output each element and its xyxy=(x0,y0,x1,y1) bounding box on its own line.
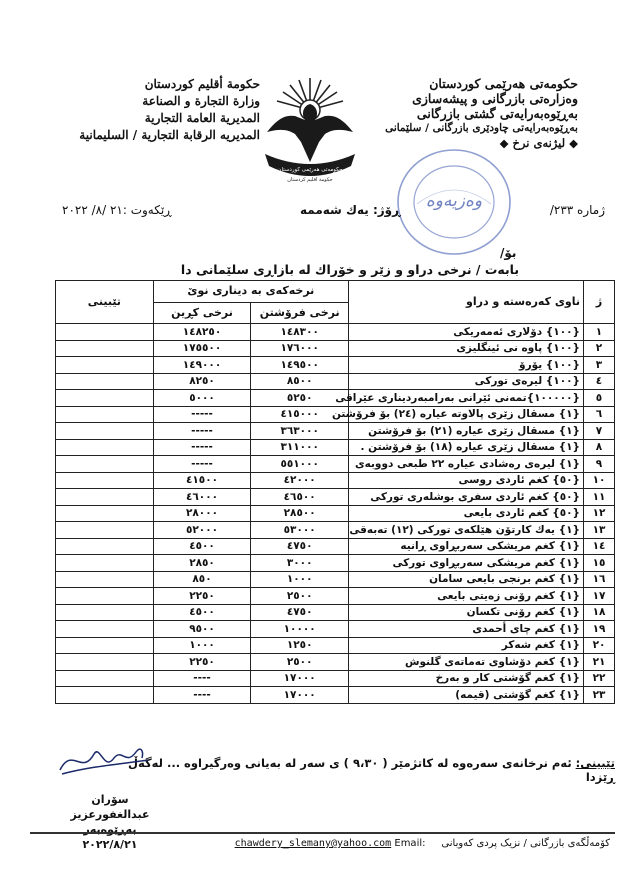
row-item-name: {١} مسقال زێری پالاوتە عیارە (٢٤) بۆ فرۆشتن xyxy=(349,406,584,423)
table-row xyxy=(56,456,615,473)
table-row xyxy=(56,571,615,588)
row-note xyxy=(56,588,154,605)
header-kurdish xyxy=(348,76,578,151)
row-buy-price: ---- xyxy=(153,670,251,687)
row-number: ١١ xyxy=(584,489,615,506)
row-sell-price: ٢٥٠٠ xyxy=(251,588,349,605)
row-note xyxy=(56,687,154,704)
row-item-name: {١} کغم مریشکی سەربڕاوی ڕانیە xyxy=(349,538,584,555)
row-item-name: {١} یەك کارتۆن هێلکەی تورکی (١٢) تەبەقی xyxy=(349,522,584,539)
table-row xyxy=(56,637,615,654)
signatory-name: سۆران عبدالغفورعزیز xyxy=(70,793,150,821)
header-line: بەڕێوەبەرایەتی گشتی بازرگانی xyxy=(416,106,578,121)
row-buy-price: ---- xyxy=(153,687,251,704)
row-sell-price: ٢٥٠٠ xyxy=(251,654,349,671)
row-number: ١٦ xyxy=(584,571,615,588)
row-item-name: {١} کغم شەکر xyxy=(349,637,584,654)
row-note xyxy=(56,571,154,588)
row-buy-price: ٨٥٠ xyxy=(153,571,251,588)
row-item-name: {١} کغم مریشکی سەربڕاوی تورکی xyxy=(349,555,584,572)
row-item-name: {١٠٠} پاوە نی ئینگلیزی xyxy=(349,340,584,357)
row-sell-price: ٤٦٥٠٠ xyxy=(251,489,349,506)
row-sell-price: ١٤٩٥٠٠ xyxy=(251,357,349,374)
row-item-name: {١} کغم برنجی بایعی سامان xyxy=(349,571,584,588)
recipient-label: بۆ/ xyxy=(500,246,517,260)
row-item-name: {١} کغم دۆشاوی تەماتەی گلنوش xyxy=(349,654,584,671)
footer-email-link[interactable]: chawdery_slemany@yahoo.com xyxy=(234,838,392,849)
row-note xyxy=(56,637,154,654)
row-number: ٥ xyxy=(584,390,615,407)
row-buy-price: ٤٥٠٠ xyxy=(153,604,251,621)
row-sell-price: ١٧٠٠٠ xyxy=(251,670,349,687)
row-sell-price: ٤٢٠٠٠ xyxy=(251,472,349,489)
row-note xyxy=(56,340,154,357)
row-item-name: {٥٠} کغم ئاردی روسی xyxy=(349,472,584,489)
row-number: ٢ xyxy=(584,340,615,357)
row-item-name: {١} کغم گۆشتی (قیمە) xyxy=(349,687,584,704)
row-sell-price: ١٠٠٠ xyxy=(251,571,349,588)
document-subject: بابەت / نرخی دراو و زێر و خۆراك لە بازاڕی سلێمانی دا xyxy=(180,262,520,277)
row-sell-price: ٢٨٥٠٠ xyxy=(251,505,349,522)
row-buy-price: ----- xyxy=(153,456,251,473)
row-sell-price: ١٧٦٠٠٠ xyxy=(251,340,349,357)
row-number: ٢٣ xyxy=(584,687,615,704)
row-sell-price: ٣١١٠٠٠ xyxy=(251,439,349,456)
svg-text:حكومة اقليم كردستان: حكومة اقليم كردستان xyxy=(287,177,333,183)
signature-date: ٢٠٢٢/٨/٢١ xyxy=(82,838,138,851)
row-buy-price: ١٠٠٠ xyxy=(153,637,251,654)
row-note xyxy=(56,522,154,539)
kurdistan-emblem-logo xyxy=(255,70,365,185)
row-buy-price: ٢٨٥٠ xyxy=(153,555,251,572)
footnote-text: ئەم نرخانەی سەرەوە لە کاتژمێر ( ٩،٣٠ ) ی سەر لە بەیانی وەرگیراوە ... لەگەڵ ڕێزدا xyxy=(128,756,615,784)
row-note xyxy=(56,456,154,473)
table-header-row xyxy=(56,281,615,303)
table-row xyxy=(56,588,615,605)
row-item-name: {١٠٠} یۆرۆ xyxy=(349,357,584,374)
row-note xyxy=(56,654,154,671)
row-item-name: {١} کغم رۆنی زەیتی بایعی xyxy=(349,588,584,605)
price-table xyxy=(55,280,615,704)
row-item-name: {١} لیرەی رەشادی عیارە ٢٢ طبعی دووبەی xyxy=(349,456,584,473)
row-number: ٩ xyxy=(584,456,615,473)
row-item-name: {١٠٠٠٠٠}تمەنی ئێرانی بەرامبەردیناری عێراقی xyxy=(349,390,584,407)
official-stamp xyxy=(395,146,513,258)
row-sell-price: ١٤٨٣٠٠ xyxy=(251,324,349,341)
row-buy-price: ١٤٩٠٠٠ xyxy=(153,357,251,374)
table-row xyxy=(56,406,615,423)
table-row xyxy=(56,489,615,506)
document-number: ژمارە ٢٣٣/ xyxy=(549,203,605,217)
row-number: ٨ xyxy=(584,439,615,456)
table-row xyxy=(56,340,615,357)
row-item-name: {١} کغم گۆشتی کار و بەرخ xyxy=(349,670,584,687)
svg-text:وەزیەوە: وەزیەوە xyxy=(425,191,483,211)
header-line: بەڕێوەبەرایەتی چاودێری بازرگانی / سلێمانی xyxy=(385,122,578,134)
row-note xyxy=(56,670,154,687)
col-header-sell: نرخی فرۆشتن xyxy=(251,302,349,324)
footnote-label: تێبینی: xyxy=(575,756,615,770)
row-note xyxy=(56,489,154,506)
row-note xyxy=(56,423,154,440)
row-sell-price: ٨٥٠٠ xyxy=(251,373,349,390)
row-note xyxy=(56,555,154,572)
row-buy-price: ٤٥٠٠ xyxy=(153,538,251,555)
footer-divider xyxy=(30,832,615,834)
row-item-name: {١} مسقال زێری عیارە (١٨) بۆ فرۆشتن . xyxy=(349,439,584,456)
row-note xyxy=(56,324,154,341)
row-number: ١٣ xyxy=(584,522,615,539)
row-sell-price: ١٠٠٠٠ xyxy=(251,621,349,638)
table-row xyxy=(56,522,615,539)
row-item-name: {١٠٠} لیرەی تورکی xyxy=(349,373,584,390)
row-number: ٢٢ xyxy=(584,670,615,687)
table-row xyxy=(56,423,615,440)
row-buy-price: ٩٥٠٠ xyxy=(153,621,251,638)
row-sell-price: ١٢٥٠ xyxy=(251,637,349,654)
row-number: ١٤ xyxy=(584,538,615,555)
header-line: حکومەتی هەرێمی کوردستان xyxy=(429,76,578,91)
row-number: ٤ xyxy=(584,373,615,390)
table-row xyxy=(56,604,615,621)
row-buy-price: ٥٢٠٠٠ xyxy=(153,522,251,539)
document-day: ڕۆژ: یەك شەممە xyxy=(300,203,401,217)
footer xyxy=(40,838,610,849)
bullet-icon: ◆ xyxy=(499,136,513,150)
row-number: ١ xyxy=(584,324,615,341)
row-buy-price: ٢٢٥٠ xyxy=(153,588,251,605)
table-row xyxy=(56,687,615,704)
footnote xyxy=(110,756,615,784)
row-number: ١٥ xyxy=(584,555,615,572)
row-item-name: {١} مسقال زێری عیارە (٢١) بۆ فرۆشتن xyxy=(349,423,584,440)
row-sell-price: ١٧٠٠٠ xyxy=(251,687,349,704)
row-note xyxy=(56,373,154,390)
row-item-name: {١٠٠} دۆلاری ئەمەریکی xyxy=(349,324,584,341)
row-note xyxy=(56,472,154,489)
header-line: حكومة أقليم كوردستان xyxy=(144,77,260,91)
col-header-number: ژ xyxy=(584,281,615,324)
row-note xyxy=(56,505,154,522)
table-row xyxy=(56,357,615,374)
bullet-icon: ◆ xyxy=(565,136,578,150)
row-buy-price: ٢٨٠٠٠ xyxy=(153,505,251,522)
row-sell-price: ٥٣٠٠٠ xyxy=(251,522,349,539)
row-note xyxy=(56,357,154,374)
row-buy-price: ٨٢٥٠ xyxy=(153,373,251,390)
row-number: ٦ xyxy=(584,406,615,423)
row-number: ٢٠ xyxy=(584,637,615,654)
row-sell-price: ٤٧٥٠ xyxy=(251,538,349,555)
footer-address: کۆمەڵگەی بازرگانی / نزیک پردی کەوبانی xyxy=(441,838,610,849)
row-number: ١٩ xyxy=(584,621,615,638)
table-row xyxy=(56,670,615,687)
header-line: المديرية العامة التجارية xyxy=(144,111,260,125)
table-row xyxy=(56,621,615,638)
row-buy-price: ----- xyxy=(153,423,251,440)
row-number: ٢١ xyxy=(584,654,615,671)
col-header-note: تێبینی xyxy=(56,281,154,324)
header-line: المديريه الرقابة التجارية / السليمانية xyxy=(79,128,260,142)
row-sell-price: ٣٦٣٠٠٠ xyxy=(251,423,349,440)
row-buy-price: ٥٠٠٠ xyxy=(153,390,251,407)
table-row xyxy=(56,373,615,390)
footer-email-label: Email: xyxy=(394,838,426,849)
row-sell-price: ٤١٥٠٠٠ xyxy=(251,406,349,423)
row-number: ٧ xyxy=(584,423,615,440)
col-header-buy: نرخی کڕین xyxy=(153,302,251,324)
signatory-title: بەڕێوەبەر xyxy=(83,823,137,836)
row-sell-price: ٥٢٥٠ xyxy=(251,390,349,407)
row-number: ٣ xyxy=(584,357,615,374)
row-buy-price: ٤٦٠٠٠ xyxy=(153,489,251,506)
row-note xyxy=(56,604,154,621)
row-item-name: {١} کغم چای أحمدی xyxy=(349,621,584,638)
table-row xyxy=(56,439,615,456)
row-buy-price: ----- xyxy=(153,406,251,423)
row-buy-price: ----- xyxy=(153,439,251,456)
document-date: ڕێكەوت :٢١ /٨/ ٢٠٢٢ xyxy=(62,203,172,217)
row-sell-price: ٣٠٠٠ xyxy=(251,555,349,572)
handwritten-signature xyxy=(52,736,152,782)
row-note xyxy=(56,406,154,423)
row-item-name: {١} کغم رۆنی تکسان xyxy=(349,604,584,621)
row-number: ١٢ xyxy=(584,505,615,522)
row-buy-price: ١٧٥٥٠٠ xyxy=(153,340,251,357)
header-arabic xyxy=(60,76,260,144)
row-buy-price: ٢٢٥٠ xyxy=(153,654,251,671)
table-row xyxy=(56,505,615,522)
col-header-item: ناوی کەرەستە و دراو xyxy=(349,281,584,324)
table-row xyxy=(56,538,615,555)
row-item-name: {٥٠} کغم ئاردی سفری بوشلەری تورکی xyxy=(349,489,584,506)
row-buy-price: ١٤٨٢٥٠ xyxy=(153,324,251,341)
header-line: ◆ لیژنەی نرخ ◆ xyxy=(499,136,578,150)
row-item-name: {٥٠} کغم ئاردی بایعی xyxy=(349,505,584,522)
header-line: وزارة التجارة و الصناعة xyxy=(142,94,260,108)
col-header-price-group: نرخەکەی بە دیناری نوێ xyxy=(153,281,348,303)
header-line: وەزارەتی بازرگانی و پیشەسازی xyxy=(412,91,578,106)
table-row xyxy=(56,390,615,407)
row-sell-price: ٤٧٥٠ xyxy=(251,604,349,621)
row-number: ١٧ xyxy=(584,588,615,605)
row-note xyxy=(56,439,154,456)
table-row xyxy=(56,472,615,489)
row-note xyxy=(56,538,154,555)
row-sell-price: ٥٥١٠٠٠ xyxy=(251,456,349,473)
row-number: ١٨ xyxy=(584,604,615,621)
table-row xyxy=(56,324,615,341)
row-note xyxy=(56,621,154,638)
row-note xyxy=(56,390,154,407)
table-row xyxy=(56,654,615,671)
row-buy-price: ٤١٥٠٠ xyxy=(153,472,251,489)
row-number: ١٠ xyxy=(584,472,615,489)
table-row xyxy=(56,555,615,572)
svg-text:حكومەتی هەرێمی کوردستان: حكومەتی هەرێمی کوردستان xyxy=(277,167,343,173)
